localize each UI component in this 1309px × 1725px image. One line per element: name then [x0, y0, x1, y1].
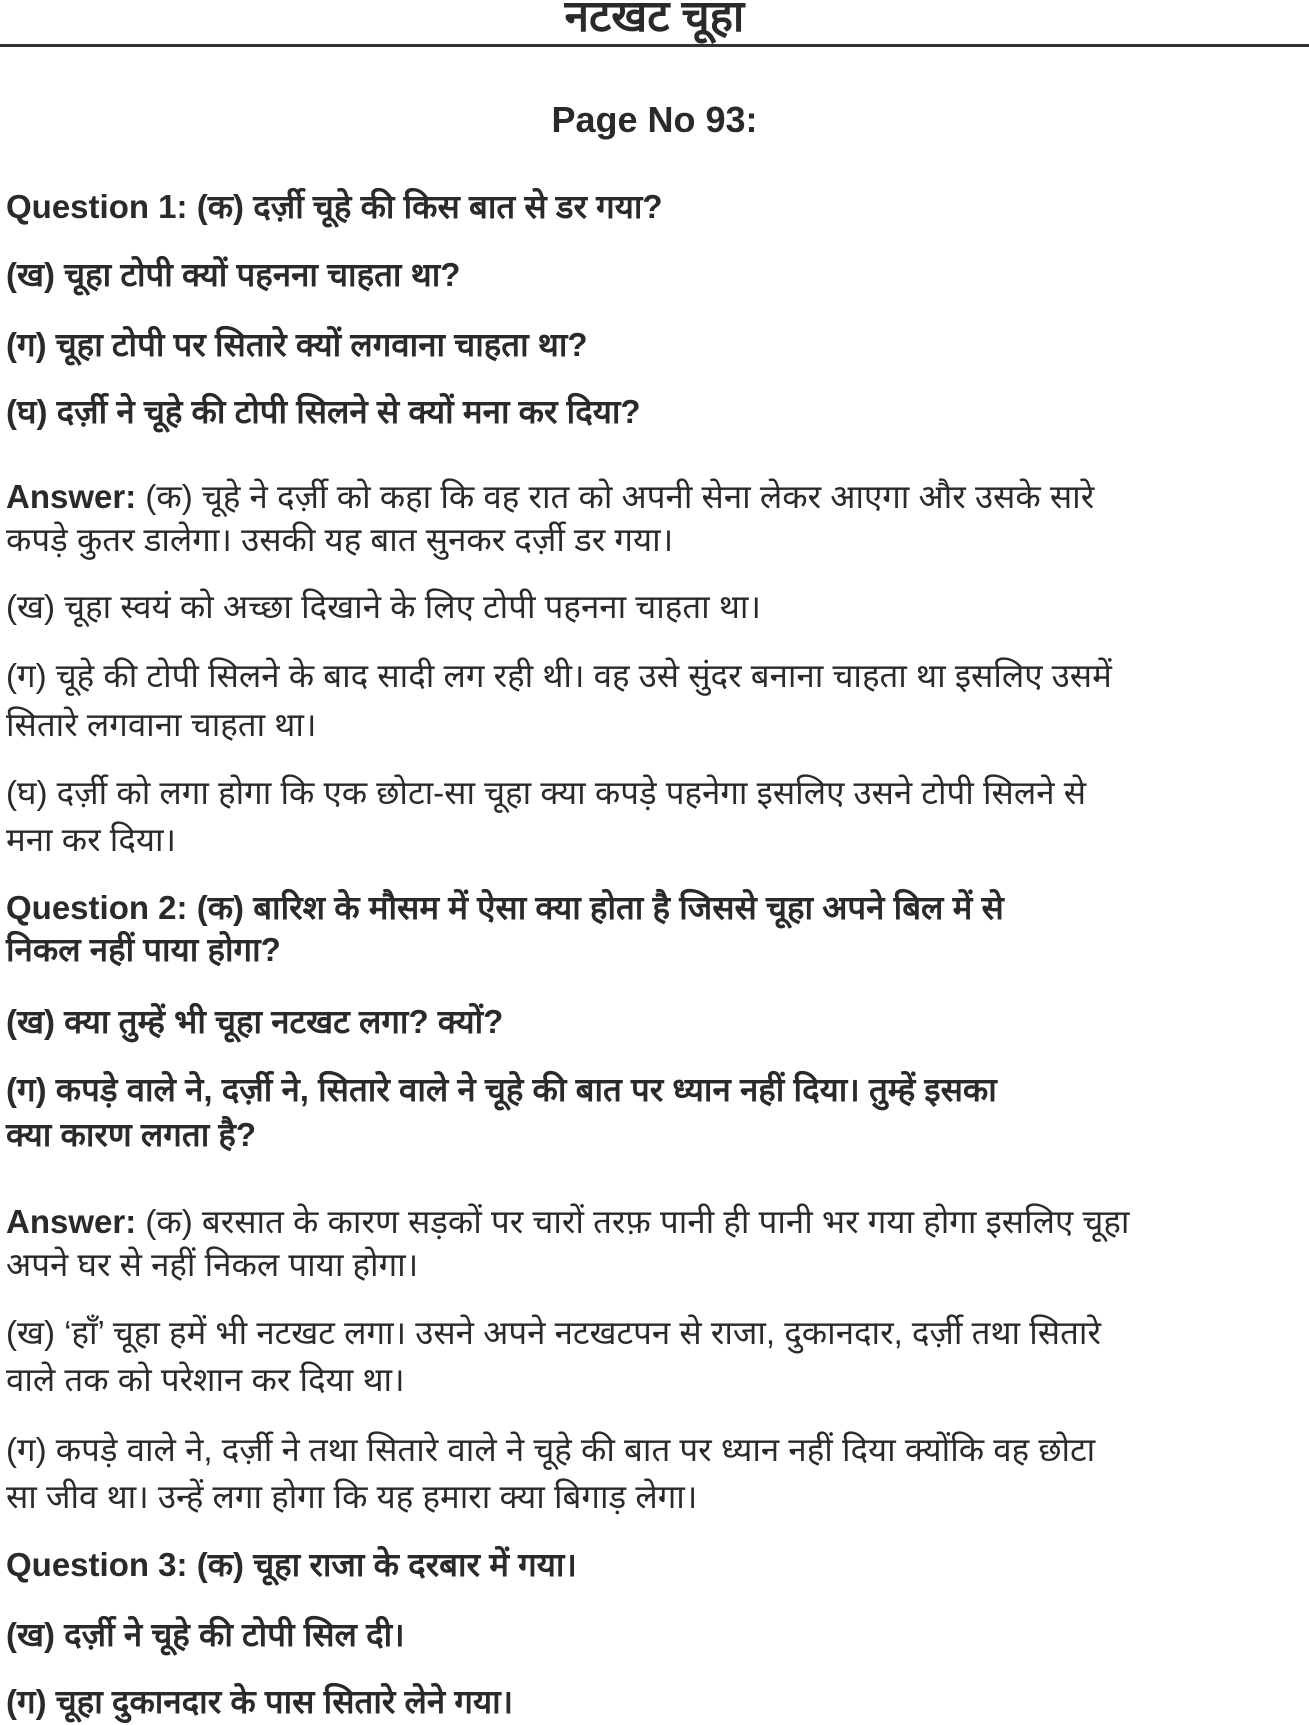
question-3-b: (ख) दर्ज़ी ने चूहे की टोपी सिल दी।	[6, 1616, 405, 1653]
question-3	[6, 1545, 577, 1585]
answer-1-b: (ख) चूहा स्वयं को अच्छा दिखाने के लिए टोपी पहनना चाहता था।	[6, 588, 761, 625]
question-1-d: (घ) दर्ज़ी ने चूहे की टोपी सिलने से क्यों मना कर दिया?	[6, 393, 641, 430]
answer-label: Answer:	[6, 478, 137, 515]
question-2	[6, 888, 1004, 928]
answer-2-b: (ख) ‘हाँ’ चूहा हमें भी नटखट लगा। उसने अपने नटखटपन से राजा, दुकानदार, दर्ज़ी तथा सितारे	[6, 1314, 1101, 1351]
question-2-c: (ग) कपड़े वाले ने, दर्ज़ी ने, सितारे वाले ने चूहे की बात पर ध्यान नहीं दिया। तुम्हें इसका	[6, 1071, 997, 1108]
answer-1-a-cont: कपड़े कुतर डालेगा। उसकी यह बात सुनकर दर्ज़ी डर गया।	[6, 521, 674, 558]
question-2-a-cont: निकल नहीं पाया होगा?	[6, 931, 281, 968]
answer-1-a	[6, 477, 1094, 517]
answer-1-d-cont: मना कर दिया।	[6, 821, 177, 858]
question-1	[6, 187, 663, 227]
answer-1-d: (घ) दर्ज़ी को लगा होगा कि एक छोटा-सा चूहा क्या कपड़े पहनेगा इसलिए उसने टोपी सिलने से	[6, 774, 1087, 811]
answer-2-b-cont: वाले तक को परेशान कर दिया था।	[6, 1361, 405, 1398]
question-1-c: (ग) चूहा टोपी पर सितारे क्यों लगवाना चाहता था?	[6, 326, 588, 363]
question-3-c: (ग) चूहा दुकानदार के पास सितारे लेने गया।	[6, 1683, 514, 1720]
question-label: Question 2:	[6, 889, 188, 926]
question-2-b: (ख) क्या तुम्हें भी चूहा नटखट लगा? क्यों?	[6, 1003, 504, 1040]
answer-text: (क) चूहे ने दर्ज़ी को कहा कि वह रात को अपनी सेना लेकर आएगा और उसके सारे	[145, 478, 1095, 515]
question-text: (क) बारिश के मौसम में ऐसा क्या होता है जिससे चूहा अपने बिल में से	[196, 889, 1004, 926]
chapter-title: नटखट चूहा	[564, 0, 745, 41]
question-text: (क) चूहा राजा के दरबार में गया।	[196, 1546, 577, 1583]
answer-2-a-cont: अपने घर से नहीं निकल पाया होगा।	[6, 1246, 419, 1283]
answer-text: (क) बरसात के कारण सड़कों पर चारों तरफ़ पानी ही पानी भर गया होगा इसलिए चूहा	[145, 1203, 1130, 1240]
question-label: Question 1:	[6, 188, 188, 225]
answer-1-c: (ग) चूहे की टोपी सिलने के बाद सादी लग रही थी। वह उसे सुंदर बनाना चाहता था इसलिए उसमें	[6, 657, 1112, 694]
answer-2-c: (ग) कपड़े वाले ने, दर्ज़ी ने तथा सितारे वाले ने चूहे की बात पर ध्यान नहीं दिया क्योंकि वह छोटा	[6, 1431, 1096, 1468]
page-number-heading: Page No 93:	[551, 99, 758, 140]
question-text: (क) दर्ज़ी चूहे की किस बात से डर गया?	[196, 188, 663, 225]
answer-2-c-cont: सा जीव था। उन्हें लगा होगा कि यह हमारा क्या बिगाड़ लेगा।	[6, 1478, 698, 1515]
question-2-c-cont: क्या कारण लगता है?	[6, 1116, 257, 1153]
question-1-b: (ख) चूहा टोपी क्यों पहनना चाहता था?	[6, 256, 461, 293]
answer-1-c-cont: सितारे लगवाना चाहता था।	[6, 706, 317, 743]
title-divider	[0, 44, 1309, 47]
answer-label: Answer:	[6, 1203, 137, 1240]
answer-2-a	[6, 1202, 1129, 1242]
question-label: Question 3:	[6, 1546, 188, 1583]
